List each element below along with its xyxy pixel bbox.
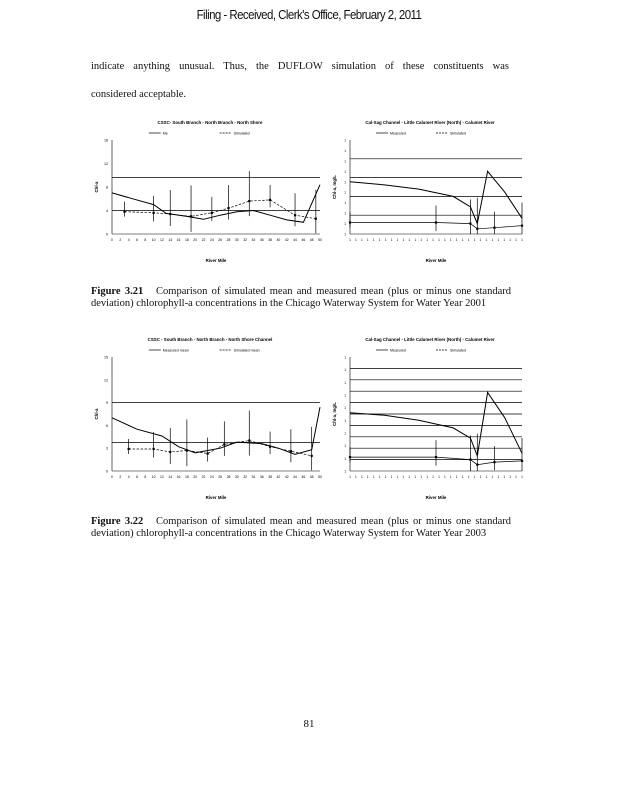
body-paragraph-2: considered acceptable. xyxy=(91,89,187,100)
x-tick-label: 1 xyxy=(432,475,434,479)
x-tick-label: 1 xyxy=(479,238,482,242)
x-tick-label: 22 xyxy=(201,238,206,242)
data-point xyxy=(315,218,317,220)
x-tick-label: 1 xyxy=(355,475,357,479)
x-tick-label: 4 xyxy=(127,238,130,242)
x-tick-label: 38 xyxy=(268,238,272,242)
x-tick-label: 20 xyxy=(193,475,198,479)
x-tick-label: 14 xyxy=(168,238,173,242)
x-tick-label: 4 xyxy=(127,475,130,479)
x-tick-label: 1 xyxy=(408,475,411,479)
x-tick-label: 1 xyxy=(414,475,417,479)
x-tick-label: 1 xyxy=(378,475,381,479)
x-tick-label: 1 xyxy=(449,238,452,242)
x-tick-label: 12 xyxy=(160,238,164,242)
x-tick-label: 26 xyxy=(218,475,223,479)
x-tick-label: 38 xyxy=(268,475,272,479)
data-point xyxy=(269,199,271,201)
header-stamp: Filing - Received, Clerk's Office, February 2, 2011 xyxy=(196,8,422,22)
x-tick-label: 12 xyxy=(160,475,164,479)
chart-title: CSSC- South Branch - North Branch - North Shore xyxy=(157,120,263,125)
y-tick-label: 3 xyxy=(106,446,108,451)
data-point xyxy=(435,456,437,458)
y-tick-label: 1 xyxy=(344,201,346,206)
x-tick-label: 1 xyxy=(491,238,494,242)
legend-label: Simulated xyxy=(450,131,466,136)
x-tick-label: 1 xyxy=(485,475,488,479)
x-tick-label: 20 xyxy=(193,238,198,242)
data-point xyxy=(123,211,125,213)
x-tick-label: 1 xyxy=(485,238,488,242)
y-tick-label: 1 xyxy=(344,190,346,195)
y-axis-label: Chl-a xyxy=(94,181,99,193)
y-tick-label: 1 xyxy=(344,431,346,436)
data-point xyxy=(469,222,471,224)
data-point xyxy=(186,449,188,451)
x-tick-label: 30 xyxy=(234,475,239,479)
x-axis-label: River Mile xyxy=(205,495,227,500)
x-tick-label: 1 xyxy=(461,475,464,479)
figure-3-21-label: Figure 3.21 xyxy=(91,286,144,297)
x-tick-label: 1 xyxy=(372,238,375,242)
y-tick-label: 1 xyxy=(344,393,346,398)
data-point xyxy=(435,221,437,223)
x-tick-label: 1 xyxy=(384,238,387,242)
x-tick-label: 1 xyxy=(461,238,464,242)
data-point xyxy=(521,460,523,462)
x-tick-label: 1 xyxy=(473,238,476,242)
chart-fig21-left xyxy=(92,118,328,268)
legend-label: Simulated xyxy=(450,348,466,353)
chart-fig22-right xyxy=(330,335,530,505)
x-tick-label: 44 xyxy=(293,475,297,479)
x-tick-label: 1 xyxy=(444,238,446,242)
x-tick-label: 2 xyxy=(119,238,122,242)
y-axis-label: Chl-a, mg/L xyxy=(332,175,337,199)
y-tick-label: 12 xyxy=(104,162,108,166)
chart-title: CSSC - South Branch - North Branch - North Shore Channel xyxy=(147,337,273,342)
x-tick-label: 1 xyxy=(515,475,517,479)
x-tick-label: 1 xyxy=(402,475,405,479)
x-axis-label: River Mile xyxy=(425,258,447,263)
x-tick-label: 8 xyxy=(144,238,147,242)
x-tick-label: 1 xyxy=(396,238,399,242)
x-tick-label: 16 xyxy=(176,238,181,242)
y-tick-label: 1 xyxy=(344,169,346,174)
x-tick-label: 1 xyxy=(349,238,351,242)
y-tick-label: 1 xyxy=(344,355,346,360)
y-tick-label: 9 xyxy=(106,401,108,406)
x-tick-label: 34 xyxy=(251,238,256,242)
measured-series-line xyxy=(125,200,316,219)
y-tick-label: 1 xyxy=(344,232,346,237)
x-tick-label: 24 xyxy=(209,475,214,479)
figure-3-22-label: Figure 3.22 xyxy=(91,516,144,527)
x-tick-label: 1 xyxy=(467,475,470,479)
chart-title: Cal-Sag Channel - Little Calumet River (North) - Calumet River xyxy=(365,120,495,125)
x-tick-label: 1 xyxy=(396,475,399,479)
y-tick-label: 1 xyxy=(344,368,346,373)
x-tick-label: 18 xyxy=(184,238,189,242)
x-tick-label: 34 xyxy=(251,475,256,479)
x-tick-label: 1 xyxy=(479,475,482,479)
y-tick-label: 1 xyxy=(344,211,346,216)
x-tick-label: 10 xyxy=(151,238,156,242)
x-tick-label: 1 xyxy=(455,238,458,242)
data-point xyxy=(521,225,523,227)
x-tick-label: 1 xyxy=(360,238,363,242)
legend-label: Simulated mean xyxy=(233,348,260,353)
legend-label: Measured xyxy=(390,348,406,353)
y-tick-label: 1 xyxy=(344,469,346,474)
x-tick-label: 1 xyxy=(521,475,523,479)
data-point xyxy=(128,448,130,450)
y-axis-label: Chl-a, mg/L xyxy=(332,402,337,426)
simulated-series-line xyxy=(112,185,320,223)
data-point xyxy=(311,455,313,457)
x-tick-label: 1 xyxy=(414,238,417,242)
x-tick-label: 1 xyxy=(426,238,428,242)
x-tick-label: 1 xyxy=(360,475,363,479)
x-tick-label: 1 xyxy=(384,475,387,479)
x-tick-label: 8 xyxy=(144,475,147,479)
y-tick-label: 1 xyxy=(344,406,346,411)
chart-fig22-left xyxy=(92,335,328,505)
data-point xyxy=(476,228,478,230)
x-tick-label: 1 xyxy=(515,238,517,242)
x-tick-label: 1 xyxy=(402,238,405,242)
y-tick-label: 1 xyxy=(344,148,346,153)
x-tick-label: 42 xyxy=(284,475,289,479)
data-point xyxy=(476,464,478,466)
x-tick-label: 1 xyxy=(366,238,369,242)
data-point xyxy=(169,451,171,453)
y-tick-label: 1 xyxy=(344,180,346,185)
x-tick-label: 1 xyxy=(390,475,393,479)
x-tick-label: 14 xyxy=(168,475,173,479)
y-tick-label: 15 xyxy=(104,355,108,360)
x-tick-label: 46 xyxy=(301,475,306,479)
y-tick-label: 1 xyxy=(344,418,346,423)
x-tick-label: 32 xyxy=(243,238,248,242)
x-tick-label: 1 xyxy=(372,475,375,479)
data-point xyxy=(153,448,155,450)
x-tick-label: 1 xyxy=(349,475,351,479)
x-tick-label: 6 xyxy=(136,475,138,479)
x-tick-label: 32 xyxy=(243,475,248,479)
simulated-series-line xyxy=(112,407,320,454)
x-tick-label: 50 xyxy=(318,238,322,242)
x-tick-label: 16 xyxy=(176,475,181,479)
x-tick-label: 40 xyxy=(276,475,281,479)
x-tick-label: 1 xyxy=(438,475,440,479)
data-point xyxy=(211,212,213,214)
x-tick-label: 48 xyxy=(309,475,314,479)
chart-title: Cal-Sag Channel - Little Calumet River (North) - Calumet River xyxy=(365,337,495,342)
x-tick-label: 1 xyxy=(355,238,357,242)
y-tick-label: 1 xyxy=(344,222,346,227)
x-tick-label: 18 xyxy=(184,475,189,479)
data-point xyxy=(153,212,155,214)
x-tick-label: 0 xyxy=(111,238,113,242)
legend-label: Measured xyxy=(390,131,406,136)
y-tick-label: 1 xyxy=(344,456,346,461)
x-tick-label: 2 xyxy=(119,475,122,479)
x-tick-label: 1 xyxy=(455,475,458,479)
y-tick-label: 1 xyxy=(344,159,346,164)
x-tick-label: 1 xyxy=(509,475,512,479)
x-tick-label: 30 xyxy=(234,238,239,242)
data-point xyxy=(248,440,250,442)
x-tick-label: 1 xyxy=(509,238,512,242)
x-tick-label: 1 xyxy=(497,475,500,479)
x-tick-label: 46 xyxy=(301,238,306,242)
x-axis-label: River Mile xyxy=(205,258,227,263)
y-axis-label: Chl-a xyxy=(94,408,99,420)
data-point xyxy=(469,459,471,461)
data-point xyxy=(294,214,296,216)
x-tick-label: 1 xyxy=(491,475,494,479)
data-point xyxy=(169,213,171,215)
x-tick-label: 28 xyxy=(226,238,231,242)
x-tick-label: 1 xyxy=(378,238,381,242)
x-tick-label: 26 xyxy=(218,238,223,242)
y-tick-label: 16 xyxy=(104,138,108,143)
x-tick-label: 24 xyxy=(209,238,214,242)
x-tick-label: 1 xyxy=(503,475,506,479)
y-tick-label: 1 xyxy=(344,380,346,385)
x-tick-label: 40 xyxy=(276,238,281,242)
x-tick-label: 28 xyxy=(226,475,231,479)
data-point xyxy=(493,227,495,229)
y-tick-label: 0 xyxy=(106,469,108,474)
x-tick-label: 22 xyxy=(201,475,206,479)
x-tick-label: 1 xyxy=(497,238,500,242)
figure-3-21-caption xyxy=(91,286,511,310)
x-tick-label: 10 xyxy=(151,475,156,479)
data-point xyxy=(223,443,225,445)
data-point xyxy=(349,456,351,458)
x-tick-label: 0 xyxy=(111,475,113,479)
x-tick-label: 1 xyxy=(420,475,423,479)
legend-label: Me xyxy=(162,131,168,136)
data-point xyxy=(207,452,209,454)
x-tick-label: 36 xyxy=(259,238,264,242)
y-tick-label: 1 xyxy=(344,444,346,449)
x-tick-label: 1 xyxy=(503,238,506,242)
x-tick-label: 1 xyxy=(420,238,423,242)
x-tick-label: 42 xyxy=(284,238,289,242)
data-point xyxy=(269,446,271,448)
y-tick-label: 6 xyxy=(106,423,108,428)
x-axis-label: River Mile xyxy=(425,495,447,500)
x-tick-label: 48 xyxy=(309,238,314,242)
x-tick-label: 50 xyxy=(318,475,322,479)
x-tick-label: 36 xyxy=(259,475,264,479)
data-point xyxy=(227,207,229,209)
y-tick-label: 0 xyxy=(106,232,108,237)
x-tick-label: 1 xyxy=(467,238,470,242)
legend-label: Measured mean xyxy=(162,348,189,353)
data-point xyxy=(349,221,351,223)
figure-3-21-text: Comparison of simulated mean and measured mean (plus or minus one standard deviation) chlorophyll-a concentrations in the Chicago Waterway System for Water Year 2001 xyxy=(91,286,511,309)
page-number: 81 xyxy=(303,718,315,730)
data-point xyxy=(290,450,292,452)
x-tick-label: 1 xyxy=(366,475,369,479)
figure-3-22-caption xyxy=(91,516,511,540)
y-tick-label: 4 xyxy=(106,209,108,213)
x-tick-label: 1 xyxy=(426,475,428,479)
data-point xyxy=(248,200,250,202)
body-paragraph-1: indicate anything unusual. Thus, the DUFLOW simulation of these constituents was xyxy=(91,61,509,72)
legend-label: Simulated xyxy=(233,131,250,136)
x-tick-label: 1 xyxy=(444,475,446,479)
x-tick-label: 1 xyxy=(390,238,393,242)
x-tick-label: 1 xyxy=(432,238,434,242)
x-tick-label: 6 xyxy=(136,238,138,242)
x-tick-label: 1 xyxy=(438,238,440,242)
x-tick-label: 1 xyxy=(408,238,411,242)
x-tick-label: 1 xyxy=(473,475,476,479)
x-tick-label: 1 xyxy=(521,238,523,242)
x-tick-label: 44 xyxy=(293,238,297,242)
x-tick-label: 1 xyxy=(449,475,452,479)
y-tick-label: 1 xyxy=(344,138,346,143)
y-tick-label: 8 xyxy=(106,185,108,190)
data-point xyxy=(493,461,495,463)
chart-fig21-right xyxy=(330,118,530,268)
figure-3-22-text: Comparison of simulated mean and measured mean (plus or minus one standard deviation) chlorophyll-a concentrations in the Chicago Waterway System for Water Year 2003 xyxy=(91,516,511,539)
data-point xyxy=(190,215,192,217)
y-tick-label: 12 xyxy=(104,378,108,383)
